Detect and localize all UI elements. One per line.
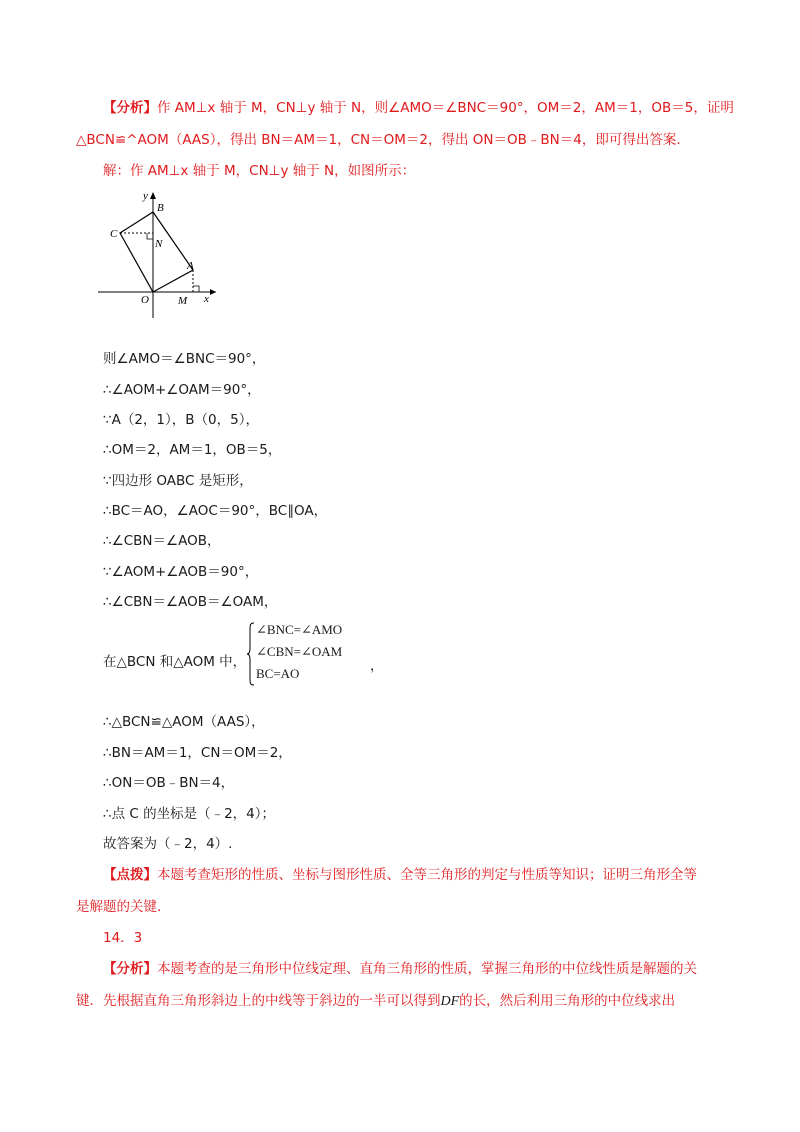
variable-df: DF — [440, 994, 460, 1009]
analysis-text-1: 作 AM⊥x 轴于 M，CN⊥y 轴于 N，则∠AMO＝∠BNC＝90°，OM＝2，AM＝1，OB＝5，证明 — [157, 100, 734, 116]
step-10: ∴△BCN≌△AOM（AAS）， — [103, 714, 265, 730]
step-7: ∴∠CBN＝∠AOB， — [103, 533, 221, 549]
label-b: B — [157, 202, 164, 214]
analysis2-line-1 — [103, 960, 697, 978]
system-suffix: ， — [370, 658, 384, 674]
step-11: ∴BN＝AM＝1，CN＝OM＝2， — [103, 745, 292, 761]
tip-text-1: 本题考查矩形的性质、坐标与图形性质、全等三角形的判定与性质等知识；证明三角形全等 — [157, 867, 697, 883]
y-axis-arrow — [150, 192, 156, 199]
analysis2-text-2a: 键．先根据直角三角形斜边上的中线等于斜边的一半可以得到 — [76, 993, 441, 1009]
analysis2-text-2b: 的长，然后利用三角形的中位线求出 — [459, 993, 676, 1009]
analysis2-text-1: 本题考查的是三角形中位线定理、直角三角形的性质，掌握三角形的中位线性质是解题的关 — [157, 961, 697, 977]
step-4: ∴OM＝2，AM＝1，OB＝5， — [103, 442, 282, 458]
equation-system — [246, 622, 366, 686]
analysis2-tag: 【分析】 — [103, 961, 157, 977]
step-1: 则∠AMO＝∠BNC＝90°， — [103, 351, 266, 367]
step-3: ∵A（2，1），B（0，5）， — [103, 412, 259, 428]
analysis-tag: 【分析】 — [103, 100, 157, 116]
label-m: M — [178, 295, 188, 307]
right-angle-m — [193, 286, 199, 292]
step-5: ∵四边形 OABC 是矩形， — [103, 473, 253, 489]
label-x: x — [204, 293, 209, 305]
label-c: C — [110, 228, 118, 240]
tip-tag: 【点拨】 — [103, 867, 157, 883]
analysis-line-2 — [76, 131, 681, 149]
step-8: ∵∠AOM+∠AOB＝90°， — [103, 564, 259, 580]
label-n: N — [155, 238, 163, 250]
geometry-diagram — [98, 186, 220, 322]
step-6: ∴BC＝AO，∠AOC＝90°，BC∥OA， — [103, 503, 328, 519]
label-o: O — [141, 294, 149, 306]
right-angle-n — [147, 233, 153, 239]
rectangle-oabc — [120, 212, 193, 292]
step-9: ∴∠CBN＝∠AOB＝∠OAM， — [103, 594, 278, 610]
analysis-text-2: △BCN≌^AOM（AAS），得出 BN＝AM＝1，CN＝OM＝2，得出 ON＝OB﹣BN＝4，即可得出答案. — [76, 132, 681, 148]
step-12: ∴ON＝OB﹣BN＝4， — [103, 775, 235, 791]
step-13: ∴点 C 的坐标是（﹣2，4）； — [103, 806, 276, 822]
tip-line-2: 是解题的关键. — [76, 899, 162, 915]
x-axis-arrow — [210, 289, 216, 295]
equation-1: ∠BNC=∠AMO — [256, 622, 343, 637]
tip-line-1 — [103, 866, 697, 884]
analysis2-line-2 — [76, 992, 675, 1011]
solution-intro: 解：作 AM⊥x 轴于 M，CN⊥y 轴于 N，如图所示： — [103, 163, 416, 179]
equation-2: ∠CBN=∠OAM — [256, 644, 343, 659]
step-14: 故答案为（﹣2，4）. — [103, 836, 233, 852]
left-brace-icon — [246, 622, 256, 686]
label-y: y — [143, 190, 148, 202]
label-a: A — [187, 260, 194, 272]
step-2: ∴∠AOM+∠OAM＝90°， — [103, 382, 261, 398]
system-prefix: 在△BCN 和△AOM 中， — [103, 654, 247, 670]
equation-3: BC=AO — [256, 666, 300, 681]
question-14-number: 14．3 — [103, 930, 143, 946]
analysis-line-1 — [103, 99, 734, 117]
